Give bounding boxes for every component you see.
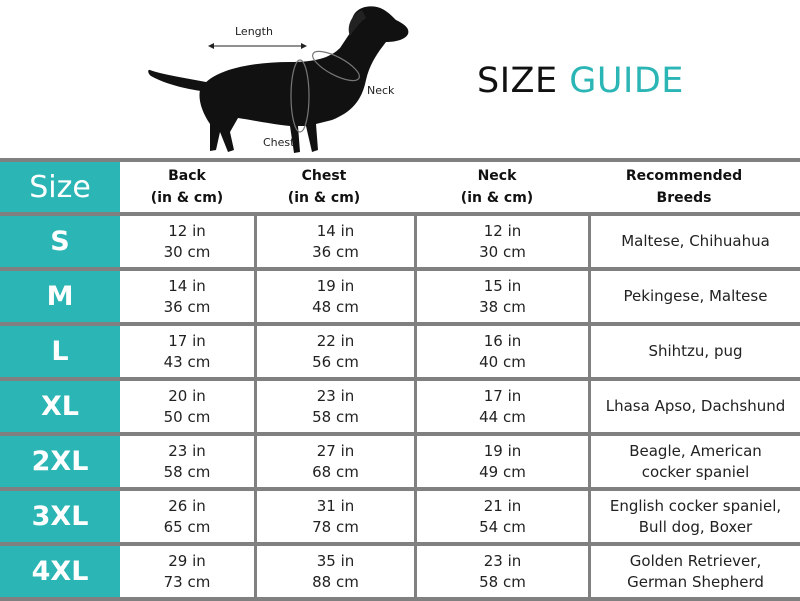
breeds-value: German Shepherd [627, 572, 764, 591]
back-value: 29 in [168, 551, 206, 570]
neck-value: 15 in [483, 276, 522, 295]
back-value: 58 cm [163, 462, 211, 481]
column-divider [414, 436, 417, 487]
table-row [0, 326, 800, 381]
column-divider [414, 381, 417, 432]
column-divider [588, 326, 591, 377]
column-divider [588, 546, 591, 597]
breeds-value: Maltese, Chihuahua [621, 232, 770, 250]
back-value: 65 cm [163, 517, 211, 536]
neck-value: 54 cm [479, 517, 526, 536]
table-row [0, 271, 800, 326]
back-cell [120, 546, 254, 597]
neck-header-unit: (in & cm) [460, 190, 534, 206]
neck-value: 40 cm [479, 352, 526, 371]
neck-value: 49 cm [479, 462, 526, 481]
neck-cell [417, 381, 588, 432]
chest-value: 14 in [316, 221, 355, 240]
size-column-header: Size [0, 162, 120, 212]
chest-value: 48 cm [312, 297, 359, 316]
table-row [0, 546, 800, 601]
column-divider [254, 436, 257, 487]
column-divider [414, 546, 417, 597]
size-cell: 2XL [0, 436, 120, 487]
chest-value: 23 in [316, 386, 355, 405]
back-value: 17 in [168, 331, 206, 350]
back-value: 23 in [168, 441, 206, 460]
back-cell [120, 216, 254, 267]
column-divider [254, 491, 257, 542]
chest-value: 36 cm [312, 242, 359, 261]
breeds-cell [591, 546, 800, 597]
neck-cell [417, 216, 588, 267]
table-row [0, 216, 800, 271]
column-divider [254, 271, 257, 322]
neck-value: 30 cm [479, 242, 526, 261]
chest-header-title: Chest [301, 168, 347, 184]
back-cell [120, 271, 254, 322]
chest-value: 78 cm [312, 517, 359, 536]
chest-cell [257, 436, 414, 487]
size-cell: XL [0, 381, 120, 432]
back-header-title: Back [168, 168, 206, 184]
breeds-value: Lhasa Apso, Dachshund [605, 397, 786, 415]
neck-cell [417, 436, 588, 487]
chest-value: 31 in [316, 496, 355, 515]
chest-cell [257, 271, 414, 322]
neck-value: 44 cm [479, 407, 526, 426]
column-divider [588, 491, 591, 542]
neck-header-title: Neck [477, 168, 517, 184]
chest-cell [257, 491, 414, 542]
breeds-cell [591, 216, 800, 267]
table-row [0, 491, 800, 546]
chest-value: 68 cm [312, 462, 359, 481]
chest-column-header [257, 162, 391, 212]
size-cell: M [0, 271, 120, 322]
breeds-cell [591, 491, 800, 542]
neck-value: 19 in [483, 441, 522, 460]
column-divider [414, 216, 417, 267]
column-divider [588, 216, 591, 267]
back-header-unit: (in & cm) [150, 190, 224, 206]
column-divider [588, 436, 591, 487]
neck-value: 38 cm [479, 297, 526, 316]
breeds-cell [591, 271, 800, 322]
breeds-value: Shihtzu, pug [648, 342, 743, 360]
back-value: 14 in [168, 276, 206, 295]
chest-value: 19 in [316, 276, 355, 295]
back-value: 50 cm [163, 407, 211, 426]
table-body [0, 216, 800, 601]
back-value: 12 in [168, 221, 206, 240]
length-label: Length [235, 25, 273, 38]
chest-cell [257, 381, 414, 432]
chest-value: 58 cm [312, 407, 359, 426]
column-divider [254, 216, 257, 267]
neck-cell [417, 271, 588, 322]
size-cell: 3XL [0, 491, 120, 542]
back-cell [120, 491, 254, 542]
breeds-value: cocker spaniel [641, 462, 750, 481]
column-divider [254, 546, 257, 597]
breeds-value: Bull dog, Boxer [638, 517, 753, 536]
back-cell [120, 381, 254, 432]
table-row [0, 436, 800, 491]
chest-value: 35 in [316, 551, 355, 570]
breeds-value: Beagle, American [629, 441, 762, 460]
neck-cell [417, 326, 588, 377]
chest-cell [257, 216, 414, 267]
chest-cell [257, 546, 414, 597]
back-column-header [120, 162, 254, 212]
neck-value: 23 in [483, 551, 522, 570]
page-title [477, 61, 684, 101]
breeds-header-line2: Breeds [656, 190, 712, 206]
back-value: 20 in [168, 386, 206, 405]
breeds-value: Pekingese, Maltese [623, 287, 768, 305]
chest-value: 27 in [316, 441, 355, 460]
chest-value: 88 cm [312, 572, 359, 591]
title-size: SIZE [477, 61, 558, 101]
neck-value: 58 cm [479, 572, 526, 591]
neck-cell [417, 491, 588, 542]
column-divider [414, 326, 417, 377]
breeds-value: English cocker spaniel, [609, 496, 782, 515]
neck-label: Neck [367, 84, 395, 97]
neck-column-header [417, 162, 577, 212]
breeds-cell [591, 381, 800, 432]
neck-value: 17 in [483, 386, 522, 405]
neck-cell [417, 546, 588, 597]
back-value: 73 cm [163, 572, 211, 591]
column-divider [588, 381, 591, 432]
column-divider [588, 271, 591, 322]
size-cell: S [0, 216, 120, 267]
breeds-value: Golden Retriever, [629, 551, 762, 570]
neck-value: 12 in [483, 221, 522, 240]
breeds-cell [591, 326, 800, 377]
size-cell: L [0, 326, 120, 377]
chest-header-unit: (in & cm) [287, 190, 361, 206]
breeds-header-line1: Recommended [625, 168, 743, 184]
back-cell [120, 436, 254, 487]
size-table [0, 158, 800, 600]
column-divider [254, 326, 257, 377]
title-guide: GUIDE [569, 61, 684, 101]
breeds-cell [591, 436, 800, 487]
neck-value: 16 in [483, 331, 522, 350]
back-value: 43 cm [163, 352, 211, 371]
back-value: 36 cm [163, 297, 211, 316]
column-divider [414, 491, 417, 542]
back-value: 30 cm [163, 242, 211, 261]
chest-cell [257, 326, 414, 377]
chest-value: 22 in [316, 331, 355, 350]
size-cell: 4XL [0, 546, 120, 597]
neck-value: 21 in [483, 496, 522, 515]
table-row [0, 381, 800, 436]
chest-label: Chest [263, 136, 295, 149]
column-divider [254, 381, 257, 432]
breeds-column-header [584, 162, 784, 212]
column-divider [414, 271, 417, 322]
chest-value: 56 cm [312, 352, 359, 371]
back-value: 26 in [168, 496, 206, 515]
back-cell [120, 326, 254, 377]
